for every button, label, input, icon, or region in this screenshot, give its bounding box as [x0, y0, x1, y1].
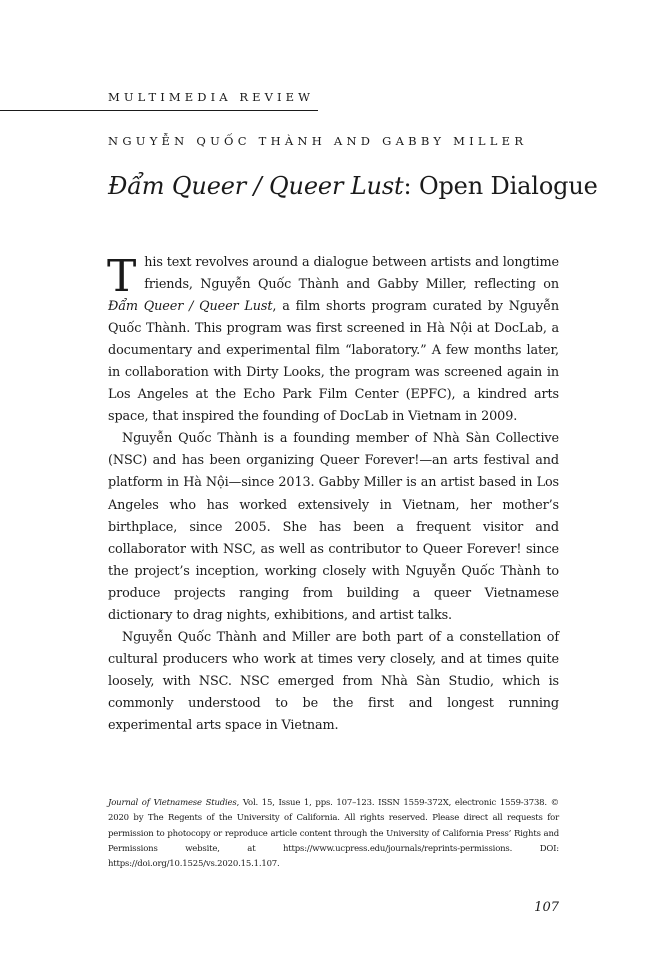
article-title [108, 170, 598, 202]
section-label: MULTIMEDIA REVIEW [108, 90, 315, 104]
paragraph-1-text-b: , a film shorts program curated by Nguyễn Quốc Thành. This program was first screened in Hà Nội at DocLab, a documentary and experimental film “laboratory.” A few months later, in collaboration with Dirty Looks, the program was screened again in Los Angeles at the Echo Park Film Center (EPFC), a kindred arts space, that inspired the founding of DocLab in Vietnam in 2009. [108, 299, 559, 425]
paragraph-1-text-a: his text revolves around a dialogue between artists and longtime friends, Nguyễn Quốc Thành and Gabby Miller, reflecting on [144, 255, 559, 293]
paragraph-1-italic-title: Đẩm Queer / Queer Lust [108, 299, 273, 315]
paragraph-1 [108, 252, 559, 428]
paragraph-2: Nguyễn Quốc Thành is a founding member of Nhà Sàn Collective (NSC) and has been organizing Queer Forever!—an arts festival and platform in Hà Nội—since 2013. Gabby Miller is an artist based in Los Angeles who has worked extensively in Vietnam, her mother’s birthplace, since 2005. She has been a frequent visitor and collaborator with NSC, as well as contributor to Queer Forever! since the project’s inception, working closely with Nguyễn Quốc Thành to produce projects ranging from building a queer Vietnamese dictionary to drag nights, exhibitions, and artist talks. [108, 431, 559, 623]
article-title-italic: Đẩm Queer / Queer Lust [108, 172, 404, 200]
paragraph-3: Nguyễn Quốc Thành and Miller are both part of a constellation of cultural producers who work at times very closely, and at times quite loosely, with NSC. NSC emerged from Nhà Sàn Studio, which is commonly understood to be the first and longest running experimental arts space in Vietnam. [108, 629, 559, 733]
section-divider [0, 110, 318, 111]
publication-footnote [108, 796, 559, 872]
drop-cap: T [107, 251, 137, 302]
journal-name: Journal of Vietnamese Studies [108, 798, 237, 808]
footnote-details: , Vol. 15, Issue 1, pps. 107–123. ISSN 1559-372X, electronic 1559-3738. © 2020 by The Regents of the University of California. All rights reserved. Please direct all requests for permission to photocopy or reproduce article content through the University of California Press’ Rights and Permissions website, at https://www.ucpress.edu/journals/reprints-permissions. DOI: https://doi.org/10.1525/vs.2020.15.1.107. [108, 798, 559, 870]
article-body [108, 252, 559, 737]
page-number: 107 [534, 900, 559, 915]
article-title-rest: : Open Dialogue [403, 172, 598, 200]
article-authors: NGUYỄN QUỐC THÀNH AND GABBY MILLER [108, 134, 528, 148]
